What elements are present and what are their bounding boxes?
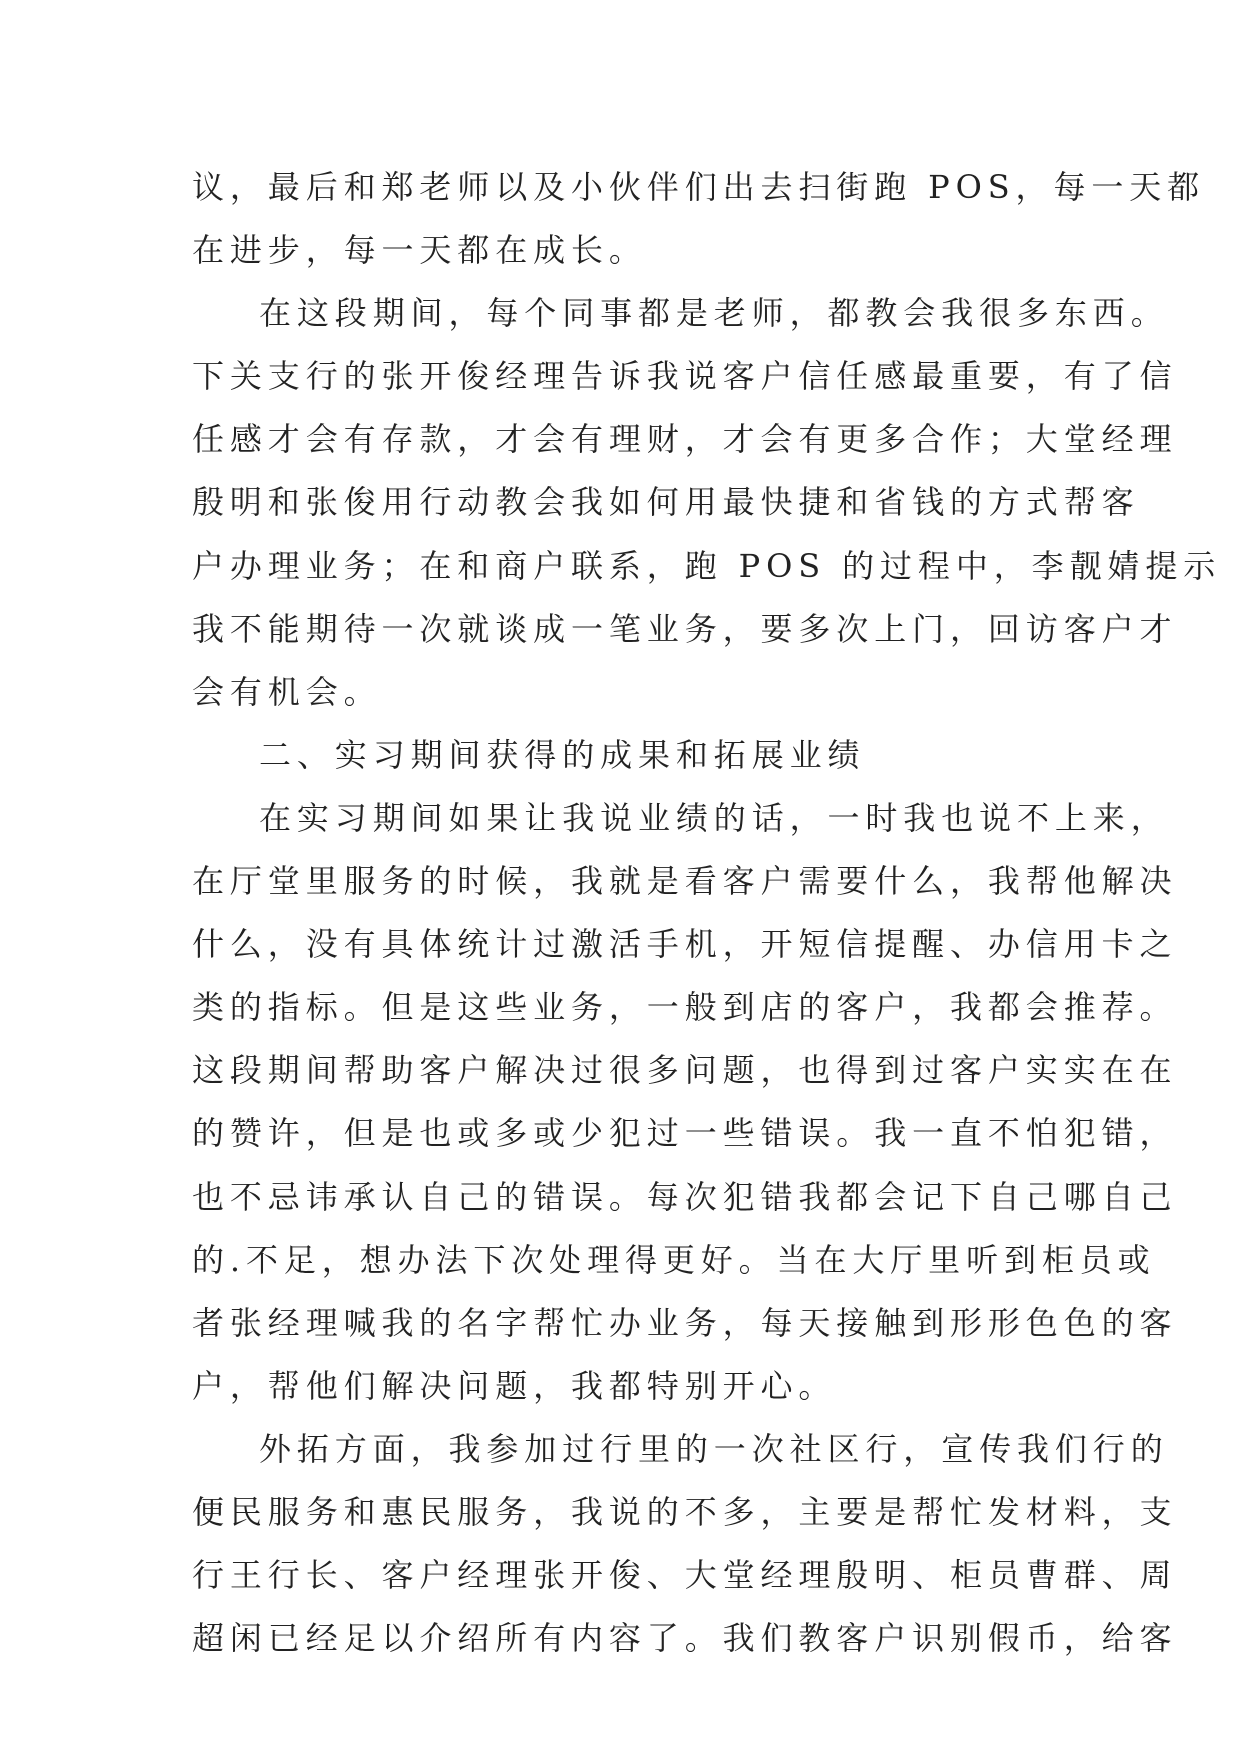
text-line: 户办理业务；在和商户联系，跑 POS 的过程中，李靓婧提示 <box>192 546 1222 585</box>
text-line: 什么，没有具体统计过激活手机，开短信提醒、办信用卡之 <box>192 925 1178 964</box>
text-line: 会有机会。 <box>192 672 382 711</box>
text-line: 在实习期间如果让我说业绩的话，一时我也说不上来， <box>259 798 1169 837</box>
text-line: 行王行长、客户经理张开俊、大堂经理殷明、柜员曹群、周 <box>192 1556 1178 1595</box>
text-line: 我不能期待一次就谈成一笔业务，要多次上门，回访客户才 <box>192 609 1178 648</box>
text-line: 在厅堂里服务的时候，我就是看客户需要什么，我帮他解决 <box>192 862 1178 901</box>
text-line: 这段期间帮助客户解决过很多问题，也得到过客户实实在在 <box>192 1051 1178 1090</box>
text-line: 超闲已经足以介绍所有内容了。我们教客户识别假币，给客 <box>192 1619 1178 1658</box>
section-heading: 二、实习期间获得的成果和拓展业绩 <box>259 735 866 774</box>
document-body <box>192 156 1222 1670</box>
text-line: 户，帮他们解决问题，我都特别开心。 <box>192 1366 837 1405</box>
text-line: 类的指标。但是这些业务，一般到店的客户，我都会推荐。 <box>192 988 1178 1027</box>
text-line: 下关支行的张开俊经理告诉我说客户信任感最重要，有了信 <box>192 357 1178 396</box>
text-line: 也不忌讳承认自己的错误。每次犯错我都会记下自己哪自己 <box>192 1177 1178 1216</box>
text-line: 者张经理喊我的名字帮忙办业务，每天接触到形形色色的客 <box>192 1303 1178 1342</box>
text-line: 任感才会有存款，才会有理财，才会有更多合作；大堂经理 <box>192 420 1178 459</box>
text-line: 便民服务和惠民服务，我说的不多，主要是帮忙发材料，支 <box>192 1492 1178 1531</box>
text-line: 的.不足，想办法下次处理得更好。当在大厅里听到柜员或 <box>192 1240 1156 1279</box>
text-line: 在进步，每一天都在成长。 <box>192 231 647 270</box>
text-line: 议，最后和郑老师以及小伙伴们出去扫街跑 POS，每一天都 <box>192 168 1206 206</box>
text-line: 的赞许，但是也或多或少犯过一些错误。我一直不怕犯错， <box>192 1114 1178 1153</box>
text-line: 殷明和张俊用行动教会我如何用最快捷和省钱的方式帮客 <box>192 483 1140 522</box>
text-line: 外拓方面，我参加过行里的一次社区行，宣传我们行的 <box>259 1429 1169 1468</box>
text-line: 在这段期间，每个同事都是老师，都教会我很多东西。 <box>259 294 1169 333</box>
